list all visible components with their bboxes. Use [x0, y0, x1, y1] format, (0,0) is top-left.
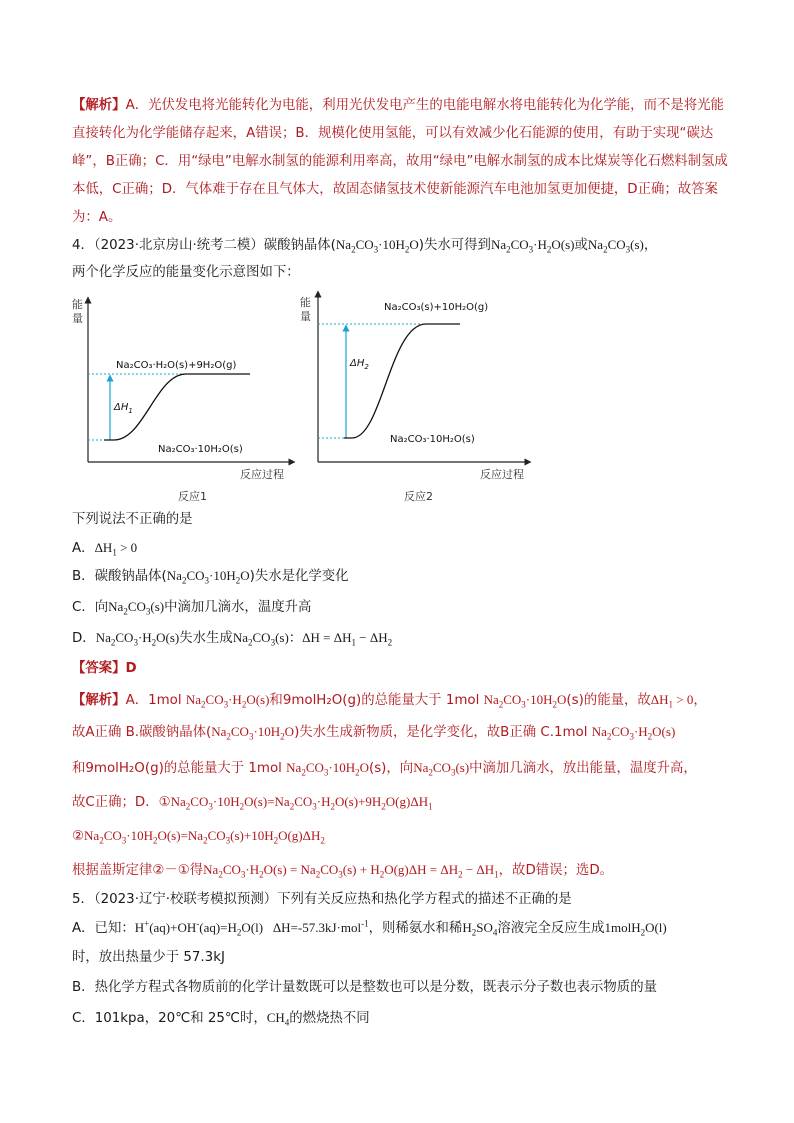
r1-ylabel-1: 能: [72, 298, 83, 311]
q5-option-b: B．热化学方程式各物质前的化学计量数既可以是整数也可以是分数，既表示分子数也表示物质的量: [72, 980, 657, 995]
analysis-label: 【解析】: [72, 98, 126, 113]
q4-analysis-line3: 和9molH₂O(g)的总能量大于 1mol $Na_2CO_3\cdot 10H_2O(s)$，向$Na_2CO_3(s)$中滴加几滴水，放出能量，温度升高，: [72, 760, 697, 778]
analysis-text: A．光伏发电将光能转化为电能，利用光伏发电产生的电能电解水将电能转化为化学能，而不是将光能直接转化为化学能储存起来，A错误；B．规模化使用氢能，可以有效减少化石能源的使用，有助于实现“碳达峰”，B正确；C．用“绿电”电解水制氢的能源利用率高，故用“绿电”电解水制氢的成本比煤炭等化石燃料制氢成本低，C正确；D．气体难于存在且气体大，故固态储氢技术使新能源汽车电池加氢更加便捷，D正确；故答案为：A。: [72, 98, 728, 225]
q4-stem: 4．（2023·北京房山·统考二模）碳酸钠晶体$(Na_2CO_3\cdot 10H_2O)$失水可得到$Na_2CO_3\cdot H_2O(s)$或$Na_2CO_3(s)$，: [72, 237, 658, 255]
r1-dh-label: $\Delta H_1$: [114, 402, 133, 415]
q4-stem-line2: 两个化学反应的能量变化示意图如下：: [72, 265, 300, 280]
r1-xlabel: 反应过程: [240, 468, 284, 481]
q4-analysis-line6: 根据盖斯定律②－①得$Na_2CO_3\cdot H_2O(s) = Na_2CO_3(s) + H_2O(g)\Delta H = \Delta H_2 - \Delta H_1$，故D错误；选D。: [72, 862, 614, 880]
q4-analysis-line1: 【解析】A．1mol $Na_2CO_3\cdot H_2O(s)$和9molH₂O(g)的总能量大于 1mol $Na_2CO_3\cdot 10H_2O(s)$的能量，故$\Delta H_1 > 0$，: [72, 692, 707, 710]
q4-analysis-line5: $②Na_2CO_3\cdot 10H_2O(s)=Na_2CO_3(s)+10H_2O(g)\Delta H_2$: [72, 828, 325, 846]
q4-stem-a: 碳酸钠晶体(: [263, 238, 336, 253]
q4-stem-c: 或: [574, 238, 588, 253]
q4-stem-b: )失水可得到: [418, 238, 491, 253]
r2-dh-label: $\Delta H_2$: [350, 358, 369, 371]
r2-product: Na₂CO₃(s)+10H₂O(g): [384, 302, 489, 313]
r1-reactant: Na₂CO₃·10H₂O(s): [158, 444, 243, 455]
energy-diagram-figure: [60, 286, 560, 518]
q4-analysis-line2: 故A正确 B.碳酸钠晶体$(Na_2CO_3\cdot 10H_2O)$失水生成新物质，是化学变化，故B正确 C.1mol $Na_2CO_3\cdot H_2O(s)$: [72, 724, 676, 742]
r1-product: Na₂CO₃·H₂O(s)+9H₂O(g): [116, 360, 237, 371]
r2-energy-curve: [344, 324, 460, 438]
r2-ylabel-1: 能: [300, 296, 311, 309]
q5-stem: 5．（2023·辽宁·校联考模拟预测）下列有关反应热和热化学方程式的描述不正确的是: [72, 892, 572, 907]
reaction2-diagram: [300, 294, 528, 503]
q4-option-d: D．$Na_2CO_3\cdot H_2O(s)$失水生成$Na_2CO_3(s)$：$\Delta H = \Delta H_1 - \Delta H_2$: [72, 630, 393, 648]
r2-xlabel: 反应过程: [480, 468, 524, 481]
q4-source: （2023·北京房山·统考二模）: [93, 238, 264, 253]
q5-option-c: C．101kpa，20℃和 25℃时，$CH_4$的燃烧热不同: [72, 1010, 370, 1028]
r1-caption: 反应1: [178, 490, 207, 503]
q5-option-a: A．已知：$H^+(aq)+OH^-(aq)=H_2O(l)$ ΔH=-57.3kJ·mol$^{-1}$，则稀氨水和稀$H_2SO_4$溶液完全反应生成1molH$_2$O(l): [72, 918, 667, 938]
q4-option-b: B．碳酸钠晶体$(Na_2CO_3\cdot 10H_2O)$失水是化学变化: [72, 568, 349, 586]
r2-caption: 反应2: [404, 490, 433, 503]
analysis-q3: [72, 92, 732, 232]
reaction1-diagram: [72, 297, 292, 503]
q4-answer: 【答案】D: [72, 661, 137, 676]
q5-option-a-line2: 时，放出热量少于 57.3kJ: [72, 950, 225, 965]
q4-analysis-line4: 故C正确；D．$①Na_2CO_3\cdot 10H_2O(s)=Na_2CO_3\cdot H_2O(s)+9H_2O(g)\Delta H_1$: [72, 794, 433, 812]
q4-number: 4．: [72, 238, 94, 253]
r2-ylabel-2: 量: [300, 310, 311, 323]
q4-stem-d: ，: [643, 238, 658, 253]
r2-reactant: Na₂CO₃·10H₂O(s): [390, 434, 475, 445]
r1-ylabel-2: 量: [72, 312, 83, 325]
q4-option-a: A．$\Delta H_1 > 0$: [72, 540, 138, 558]
q4-option-c: C．向$Na_2CO_3(s)$中滴加几滴水，温度升高: [72, 599, 312, 617]
q4-prompt: 下列说法不正确的是: [72, 512, 193, 527]
